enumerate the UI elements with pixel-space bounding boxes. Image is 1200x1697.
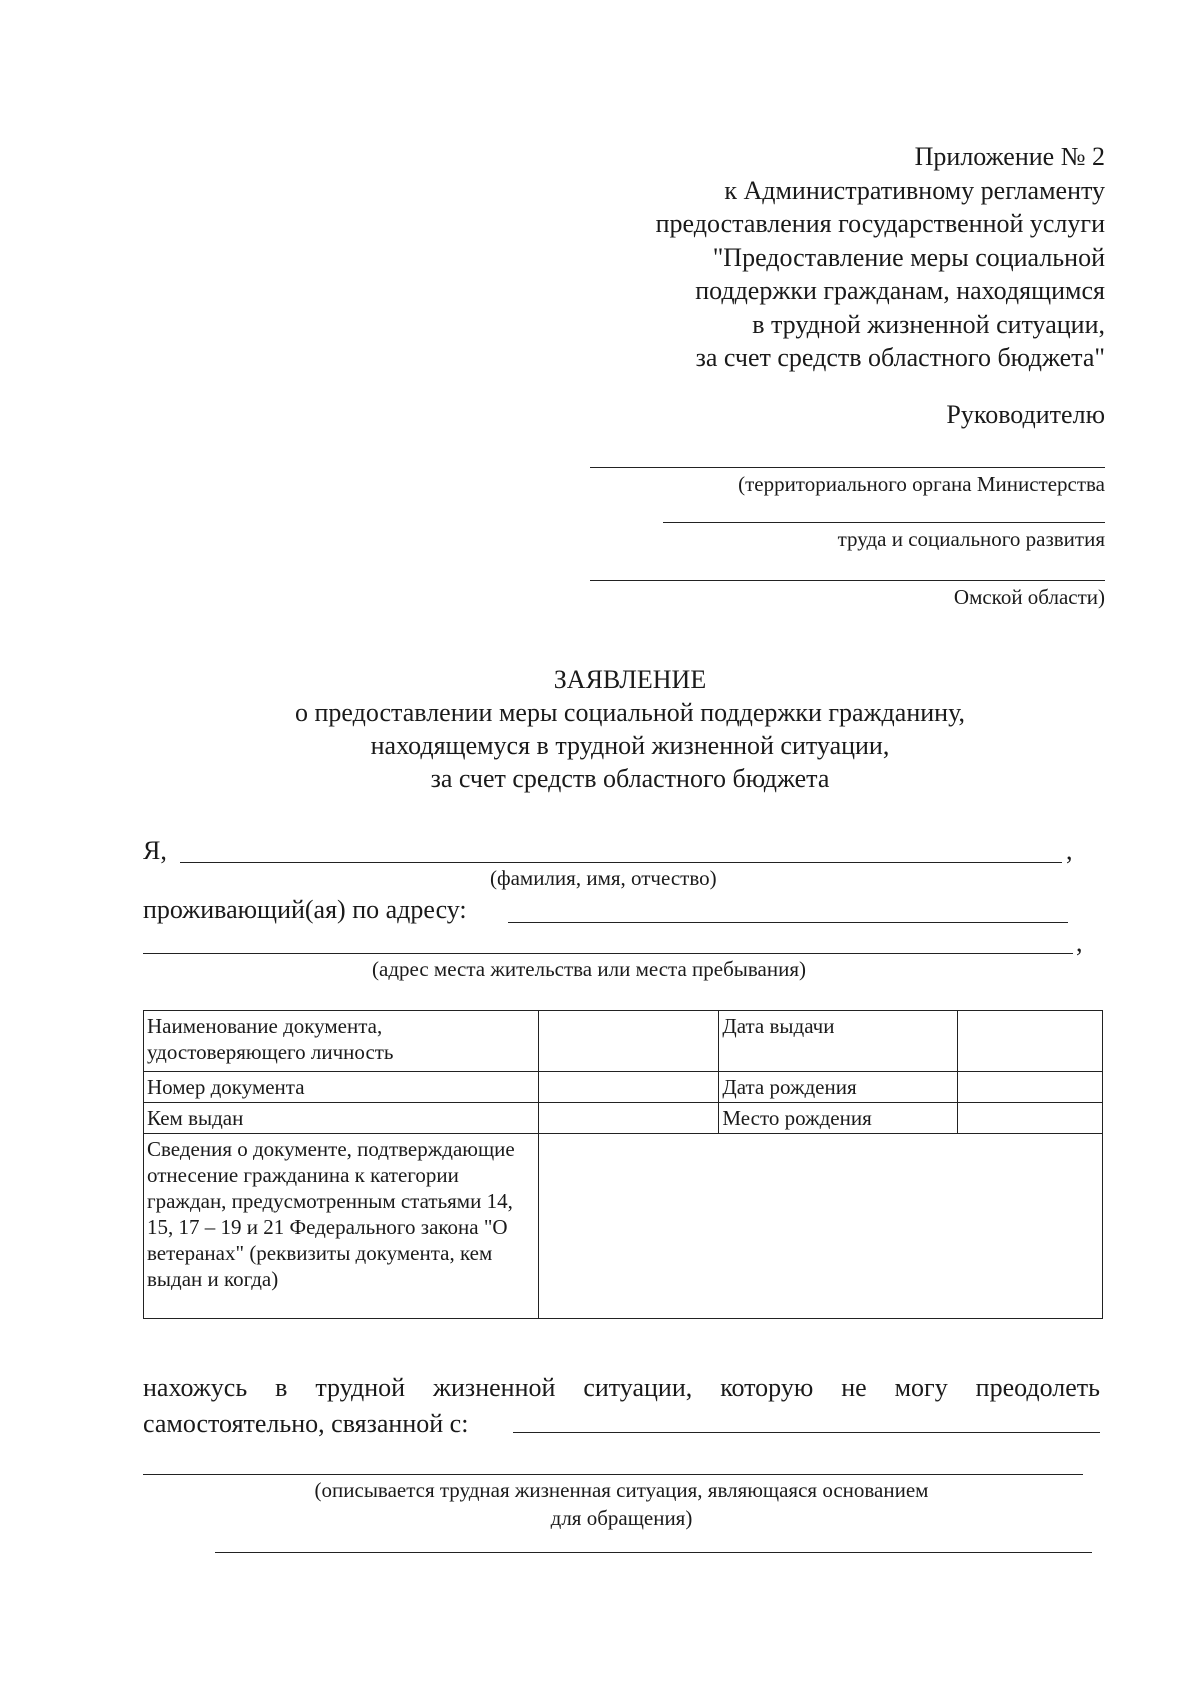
doc-number-label: Номер документа xyxy=(144,1072,539,1103)
issue-date-cell[interactable] xyxy=(958,1011,1103,1072)
table-row xyxy=(144,1134,1103,1319)
name-comma: , xyxy=(1066,836,1073,865)
veteran-info-cell[interactable] xyxy=(538,1134,1102,1319)
address-fill-line-1[interactable] xyxy=(508,922,1068,923)
addressee-fill-line-2[interactable] xyxy=(663,522,1105,523)
doc-number-cell[interactable] xyxy=(538,1072,719,1103)
appendix-line: в трудной жизненной ситуации, xyxy=(752,309,1105,339)
addressee-note-3: Омской области) xyxy=(953,585,1105,609)
appendix-line: к Административному регламенту xyxy=(724,175,1105,205)
issue-date-label: Дата выдачи xyxy=(719,1011,958,1072)
address-fill-line-2[interactable] xyxy=(143,953,1073,954)
addressee-note-2: труда и социального развития xyxy=(837,527,1105,551)
document-heading xyxy=(160,663,1100,795)
appendix-line: предоставления государственной услуги xyxy=(655,209,1105,238)
situation-fill-line-2[interactable] xyxy=(143,1474,1083,1475)
situation-line-1: нахожусь в трудной жизненной ситуации, которую не могу преодолеть xyxy=(143,1373,1100,1402)
address-comma: , xyxy=(1076,928,1083,957)
birth-place-label: Место рождения xyxy=(719,1103,958,1134)
situation-caption-1: (описывается трудная жизненная ситуация, являющаяся основанием xyxy=(314,1478,929,1502)
appendix-header xyxy=(545,140,1105,375)
table-row xyxy=(144,1072,1103,1103)
heading-line: находящемуся в трудной жизненной ситуации, xyxy=(370,731,890,760)
veteran-info-label: Сведения о документе, подтверждающие отнесение гражданина к категории граждан, предусмотренным статьями 14, 15, 17 – 19 и 21 Федерального закона "О ветеранах" (реквизиты документа, кем выдан и когда) xyxy=(144,1134,539,1319)
situation-fill-line-1[interactable] xyxy=(513,1432,1100,1433)
document-title: ЗАЯВЛЕНИЕ xyxy=(553,665,707,694)
appendix-line: за счет средств областного бюджета" xyxy=(695,343,1105,372)
issued-by-cell[interactable] xyxy=(538,1103,719,1134)
appendix-line: Приложение № 2 xyxy=(914,142,1105,171)
table-row xyxy=(144,1103,1103,1134)
situation-fill-line-3[interactable] xyxy=(215,1552,1092,1553)
appendix-line: "Предоставление меры социальной xyxy=(712,242,1105,272)
birth-place-cell[interactable] xyxy=(958,1103,1103,1134)
address-label: проживающий(ая) по адресу: xyxy=(143,895,467,924)
heading-line: за счет средств областного бюджета xyxy=(430,764,830,793)
addressee-fill-line-1[interactable] xyxy=(590,467,1105,468)
i-label: Я, xyxy=(143,836,167,865)
address-caption: (адрес места жительства или места пребывания) xyxy=(372,957,806,981)
situation-caption-2: для обращения) xyxy=(550,1506,693,1530)
birth-date-cell[interactable] xyxy=(958,1072,1103,1103)
situation-line-2: самостоятельно, связанной с: xyxy=(143,1409,469,1438)
id-doc-name-cell[interactable] xyxy=(538,1011,719,1072)
issued-by-label: Кем выдан xyxy=(144,1103,539,1134)
birth-date-label: Дата рождения xyxy=(719,1072,958,1103)
appendix-line: поддержки гражданам, находящимся xyxy=(695,276,1105,305)
table-row xyxy=(144,1011,1103,1072)
addressee-note-1: (территориального органа Министерства xyxy=(738,472,1105,496)
full-name-fill-line[interactable] xyxy=(180,862,1062,863)
addressee-title: Руководителю xyxy=(946,400,1105,429)
identity-document-table xyxy=(143,1010,1103,1319)
heading-line: о предоставлении меры социальной поддержки гражданину, xyxy=(295,698,965,727)
addressee-fill-line-3[interactable] xyxy=(590,580,1105,581)
id-doc-name-label: Наименование документа, удостоверяющего личность xyxy=(144,1011,539,1072)
full-name-caption: (фамилия, имя, отчество) xyxy=(490,866,717,890)
